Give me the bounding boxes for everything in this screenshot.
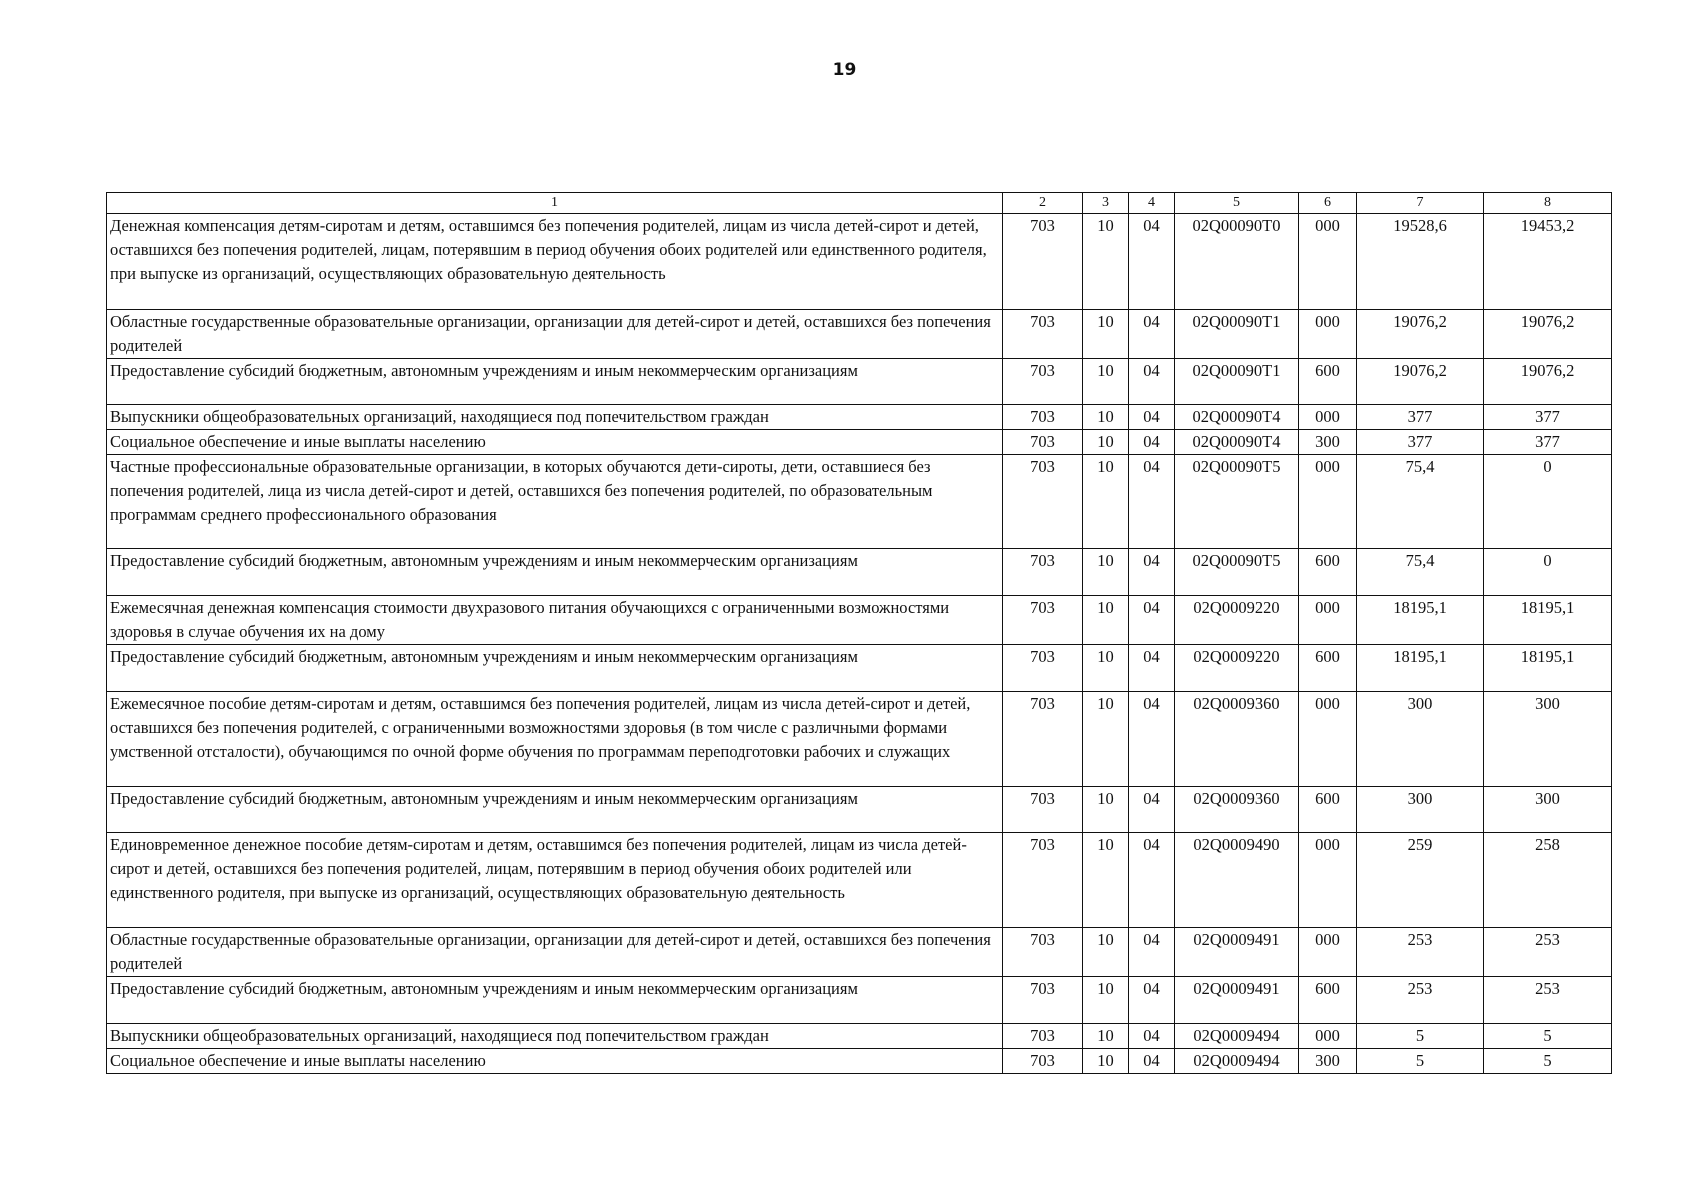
cell-amount-col7: 300 — [1357, 787, 1484, 833]
table-row — [107, 833, 1612, 928]
cell-code: 02Q0009494 — [1175, 1049, 1299, 1074]
cell-col2: 703 — [1003, 430, 1083, 455]
row-description: Предоставление субсидий бюджетным, автономным учреждениям и иным некоммерческим организациям — [107, 549, 1003, 596]
cell-amount-col7: 5 — [1357, 1024, 1484, 1049]
table-row — [107, 1049, 1612, 1074]
cell-col3: 10 — [1083, 977, 1129, 1024]
cell-amount-col7: 5 — [1357, 1049, 1484, 1074]
row-description: Предоставление субсидий бюджетным, автономным учреждениям и иным некоммерческим организациям — [107, 359, 1003, 405]
row-description: Предоставление субсидий бюджетным, автономным учреждениям и иным некоммерческим организациям — [107, 787, 1003, 833]
table-row — [107, 310, 1612, 359]
cell-amount-col8: 258 — [1484, 833, 1612, 928]
row-description: Областные государственные образовательные организации, организации для детей-сирот и детей, оставшихся без попечения родителей — [107, 310, 1003, 359]
cell-col2: 703 — [1003, 596, 1083, 645]
cell-code: 02Q0009220 — [1175, 645, 1299, 692]
cell-amount-col7: 377 — [1357, 430, 1484, 455]
cell-col2: 703 — [1003, 310, 1083, 359]
cell-col2: 703 — [1003, 1049, 1083, 1074]
cell-col6: 000 — [1299, 596, 1357, 645]
column-header: 8 — [1484, 193, 1612, 214]
cell-amount-col7: 253 — [1357, 928, 1484, 977]
cell-col4: 04 — [1129, 455, 1175, 549]
cell-col6: 600 — [1299, 645, 1357, 692]
cell-col2: 703 — [1003, 214, 1083, 310]
cell-code: 02Q0009491 — [1175, 977, 1299, 1024]
cell-amount-col7: 18195,1 — [1357, 645, 1484, 692]
table-row — [107, 692, 1612, 787]
table-row — [107, 455, 1612, 549]
cell-amount-col7: 377 — [1357, 405, 1484, 430]
cell-amount-col7: 19076,2 — [1357, 359, 1484, 405]
table-row — [107, 928, 1612, 977]
cell-amount-col8: 19076,2 — [1484, 310, 1612, 359]
cell-code: 02Q00090T1 — [1175, 359, 1299, 405]
cell-amount-col8: 377 — [1484, 405, 1612, 430]
cell-code: 02Q00090T4 — [1175, 405, 1299, 430]
cell-col6: 000 — [1299, 928, 1357, 977]
cell-col4: 04 — [1129, 430, 1175, 455]
cell-col3: 10 — [1083, 310, 1129, 359]
cell-code: 02Q00090T5 — [1175, 455, 1299, 549]
cell-amount-col8: 300 — [1484, 692, 1612, 787]
row-description: Ежемесячная денежная компенсация стоимости двухразового питания обучающихся с ограниченными возможностями здоровья в случае обучения их на дому — [107, 596, 1003, 645]
table-row — [107, 359, 1612, 405]
cell-amount-col8: 253 — [1484, 928, 1612, 977]
column-header: 1 — [107, 193, 1003, 214]
cell-amount-col7: 18195,1 — [1357, 596, 1484, 645]
cell-amount-col8: 253 — [1484, 977, 1612, 1024]
cell-col4: 04 — [1129, 1049, 1175, 1074]
cell-col3: 10 — [1083, 596, 1129, 645]
cell-col3: 10 — [1083, 359, 1129, 405]
cell-amount-col8: 19453,2 — [1484, 214, 1612, 310]
column-header: 6 — [1299, 193, 1357, 214]
cell-code: 02Q00090T0 — [1175, 214, 1299, 310]
table-row — [107, 596, 1612, 645]
table-row — [107, 405, 1612, 430]
cell-amount-col8: 300 — [1484, 787, 1612, 833]
cell-col3: 10 — [1083, 692, 1129, 787]
cell-col2: 703 — [1003, 787, 1083, 833]
cell-col2: 703 — [1003, 1024, 1083, 1049]
column-header: 3 — [1083, 193, 1129, 214]
row-description: Единовременное денежное пособие детям-сиротам и детям, оставшимся без попечения родителей, лицам из числа детей-сирот и детей, оставшихся без попечения родителей, лицам, потерявшим в период обучения обоих родителей или единственного родителя, при выпуске из организаций, осуществляющих образовательную деятельность — [107, 833, 1003, 928]
cell-col4: 04 — [1129, 833, 1175, 928]
cell-col6: 000 — [1299, 455, 1357, 549]
table-row — [107, 977, 1612, 1024]
cell-code: 02Q0009220 — [1175, 596, 1299, 645]
row-description: Денежная компенсация детям-сиротам и детям, оставшимся без попечения родителей, лицам из числа детей-сирот и детей, оставшихся без попечения родителей, лицам, потерявшим в период обучения обоих родителей или единственного родителя, при выпуске из организаций, осуществляющих образовательную деятельность — [107, 214, 1003, 310]
cell-col6: 600 — [1299, 549, 1357, 596]
cell-col3: 10 — [1083, 214, 1129, 310]
cell-amount-col8: 0 — [1484, 455, 1612, 549]
table-row — [107, 1024, 1612, 1049]
cell-col3: 10 — [1083, 787, 1129, 833]
cell-col6: 600 — [1299, 787, 1357, 833]
cell-amount-col8: 18195,1 — [1484, 596, 1612, 645]
cell-col2: 703 — [1003, 359, 1083, 405]
cell-col3: 10 — [1083, 549, 1129, 596]
cell-col3: 10 — [1083, 405, 1129, 430]
cell-col6: 600 — [1299, 359, 1357, 405]
table-row — [107, 214, 1612, 310]
column-header: 7 — [1357, 193, 1484, 214]
cell-col4: 04 — [1129, 645, 1175, 692]
row-description: Социальное обеспечение и иные выплаты населению — [107, 430, 1003, 455]
row-description: Предоставление субсидий бюджетным, автономным учреждениям и иным некоммерческим организациям — [107, 645, 1003, 692]
row-description: Социальное обеспечение и иные выплаты населению — [107, 1049, 1003, 1074]
cell-col4: 04 — [1129, 1024, 1175, 1049]
table-row — [107, 787, 1612, 833]
cell-col6: 000 — [1299, 214, 1357, 310]
cell-col6: 000 — [1299, 833, 1357, 928]
cell-code: 02Q00090T4 — [1175, 430, 1299, 455]
cell-col6: 000 — [1299, 405, 1357, 430]
cell-col6: 600 — [1299, 977, 1357, 1024]
cell-amount-col7: 75,4 — [1357, 455, 1484, 549]
table-header-row — [107, 193, 1612, 214]
table-row — [107, 645, 1612, 692]
row-description: Предоставление субсидий бюджетным, автономным учреждениям и иным некоммерческим организациям — [107, 977, 1003, 1024]
cell-col4: 04 — [1129, 405, 1175, 430]
cell-col3: 10 — [1083, 1049, 1129, 1074]
cell-amount-col7: 75,4 — [1357, 549, 1484, 596]
cell-col4: 04 — [1129, 787, 1175, 833]
cell-amount-col8: 377 — [1484, 430, 1612, 455]
budget-table — [106, 192, 1612, 1074]
column-header: 4 — [1129, 193, 1175, 214]
cell-amount-col7: 19528,6 — [1357, 214, 1484, 310]
page-number: 19 — [832, 60, 857, 80]
cell-col4: 04 — [1129, 692, 1175, 787]
cell-col3: 10 — [1083, 645, 1129, 692]
cell-col4: 04 — [1129, 214, 1175, 310]
cell-col4: 04 — [1129, 596, 1175, 645]
cell-col2: 703 — [1003, 928, 1083, 977]
cell-col3: 10 — [1083, 928, 1129, 977]
cell-col4: 04 — [1129, 359, 1175, 405]
cell-code: 02Q0009360 — [1175, 692, 1299, 787]
cell-code: 02Q00090T5 — [1175, 549, 1299, 596]
cell-col6: 300 — [1299, 1049, 1357, 1074]
cell-col6: 000 — [1299, 310, 1357, 359]
cell-col3: 10 — [1083, 833, 1129, 928]
cell-code: 02Q0009494 — [1175, 1024, 1299, 1049]
budget-table-container — [106, 192, 1611, 1074]
cell-col2: 703 — [1003, 405, 1083, 430]
cell-col2: 703 — [1003, 549, 1083, 596]
cell-col2: 703 — [1003, 977, 1083, 1024]
cell-col6: 000 — [1299, 1024, 1357, 1049]
cell-amount-col8: 19076,2 — [1484, 359, 1612, 405]
cell-amount-col7: 19076,2 — [1357, 310, 1484, 359]
cell-code: 02Q0009490 — [1175, 833, 1299, 928]
cell-col4: 04 — [1129, 549, 1175, 596]
column-header: 2 — [1003, 193, 1083, 214]
cell-amount-col7: 259 — [1357, 833, 1484, 928]
cell-amount-col8: 5 — [1484, 1024, 1612, 1049]
row-description: Областные государственные образовательные организации, организации для детей-сирот и детей, оставшихся без попечения родителей — [107, 928, 1003, 977]
table-row — [107, 549, 1612, 596]
cell-col2: 703 — [1003, 833, 1083, 928]
cell-col3: 10 — [1083, 430, 1129, 455]
cell-col6: 300 — [1299, 430, 1357, 455]
cell-code: 02Q0009360 — [1175, 787, 1299, 833]
cell-col4: 04 — [1129, 977, 1175, 1024]
row-description: Выпускники общеобразовательных организаций, находящиеся под попечительством граждан — [107, 405, 1003, 430]
cell-col4: 04 — [1129, 928, 1175, 977]
cell-code: 02Q00090T1 — [1175, 310, 1299, 359]
row-description: Частные профессиональные образовательные организации, в которых обучаются дети-сироты, дети, оставшиеся без попечения родителей, лица из числа детей-сирот и детей, оставшихся без попечения родителей, по образовательным программам среднего профессионального образования — [107, 455, 1003, 549]
row-description: Выпускники общеобразовательных организаций, находящиеся под попечительством граждан — [107, 1024, 1003, 1049]
cell-amount-col8: 0 — [1484, 549, 1612, 596]
row-description: Ежемесячное пособие детям-сиротам и детям, оставшимся без попечения родителей, лицам из числа детей-сирот и детей, оставшихся без попечения родителей, с ограниченными возможностями здоровья (в том числе с различными формами умственной отсталости), обучающимся по очной форме обучения по программам переподготовки рабочих и служащих — [107, 692, 1003, 787]
cell-col2: 703 — [1003, 692, 1083, 787]
cell-col6: 000 — [1299, 692, 1357, 787]
cell-amount-col8: 5 — [1484, 1049, 1612, 1074]
cell-amount-col7: 300 — [1357, 692, 1484, 787]
cell-amount-col8: 18195,1 — [1484, 645, 1612, 692]
cell-code: 02Q0009491 — [1175, 928, 1299, 977]
table-row — [107, 430, 1612, 455]
column-header: 5 — [1175, 193, 1299, 214]
cell-amount-col7: 253 — [1357, 977, 1484, 1024]
cell-col2: 703 — [1003, 645, 1083, 692]
cell-col3: 10 — [1083, 455, 1129, 549]
cell-col2: 703 — [1003, 455, 1083, 549]
cell-col3: 10 — [1083, 1024, 1129, 1049]
cell-col4: 04 — [1129, 310, 1175, 359]
